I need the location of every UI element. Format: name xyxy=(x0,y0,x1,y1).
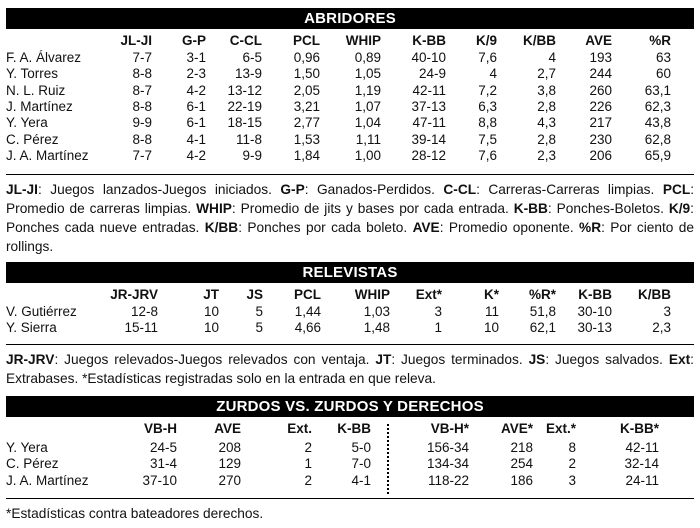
table-cell: 42-11 xyxy=(412,82,446,98)
table-cell: 6-1 xyxy=(186,98,206,114)
legend-abbr: AVE xyxy=(412,220,440,235)
column-header: JS xyxy=(246,287,263,302)
legend-abbr: C-CL xyxy=(443,182,477,197)
legend-text: : Promedio oponente. xyxy=(439,220,580,235)
table-cell: 24-9 xyxy=(418,66,446,82)
table-cell: 1,19 xyxy=(354,82,381,98)
table-row xyxy=(0,148,700,164)
table-cell: 7,6 xyxy=(478,147,497,163)
relevistas-title: RELEVISTAS xyxy=(6,262,694,283)
table-cell: 218 xyxy=(510,440,533,455)
table-cell: 13-9 xyxy=(234,66,262,82)
table-cell: 1,11 xyxy=(355,131,381,147)
table-cell: 5 xyxy=(255,304,263,319)
abridores-legend xyxy=(6,180,694,256)
table-cell: 7,5 xyxy=(478,131,497,147)
table-cell: 8-7 xyxy=(132,82,152,98)
table-cell: 8-8 xyxy=(132,131,152,147)
table-cell: 186 xyxy=(510,472,533,488)
table-cell: 8,8 xyxy=(478,115,497,131)
table-cell: 13-12 xyxy=(227,82,262,98)
table-cell: 62,8 xyxy=(644,131,671,147)
table-cell: 2,3 xyxy=(652,320,671,336)
table-cell: 1,53 xyxy=(293,131,320,147)
table-cell: 1,04 xyxy=(354,115,381,131)
column-header: AVE xyxy=(585,33,612,48)
legend-abbr: JT xyxy=(375,352,392,367)
legend-text: : Juegos lanzados-Juegos iniciados. xyxy=(37,182,281,197)
legend-text: : Juegos terminados. xyxy=(391,352,529,367)
table-cell: 226 xyxy=(589,98,612,114)
player-name: F. A. Álvarez xyxy=(6,50,82,65)
table-cell: 4-2 xyxy=(186,147,206,163)
table-cell: 7-7 xyxy=(132,50,152,65)
table-cell: 18-15 xyxy=(227,115,262,131)
zurdos-footnote: *Estadísticas contra bateadores derechos. xyxy=(6,506,264,521)
table-cell: 2 xyxy=(304,472,312,488)
player-name: Y. Yera xyxy=(6,440,48,455)
table-cell: 270 xyxy=(218,472,241,488)
table-cell: 2 xyxy=(568,456,576,472)
column-header: JR-JRV xyxy=(110,287,158,302)
table-cell: 3,8 xyxy=(537,82,556,98)
table-cell: 7,6 xyxy=(478,50,497,65)
table-cell: 4-2 xyxy=(186,82,206,98)
legend-abbr: K/BB xyxy=(204,220,239,235)
player-name: J. A. Martínez xyxy=(6,472,89,488)
zurdos-title: ZURDOS VS. ZURDOS Y DERECHOS xyxy=(6,396,694,417)
legend-text: : Ponches-Boletos. xyxy=(547,201,669,216)
table-cell: 118-22 xyxy=(427,472,469,488)
table-cell: 4,3 xyxy=(537,115,556,131)
legend-abbr: G-P xyxy=(280,182,305,197)
table-cell: 7-7 xyxy=(132,147,152,163)
table-cell: 62,1 xyxy=(529,320,556,336)
table-cell: 11 xyxy=(484,304,499,319)
legend-abbr: PCL xyxy=(662,182,691,197)
table-cell: 7,2 xyxy=(478,82,497,98)
table-row xyxy=(0,83,700,99)
relevistas-legend xyxy=(6,350,694,388)
table-cell: 6,3 xyxy=(478,98,497,114)
column-header: K-BB xyxy=(578,287,612,302)
table-cell: 7-0 xyxy=(351,456,371,472)
player-name: J. Martínez xyxy=(6,98,73,114)
divider xyxy=(6,344,694,345)
column-header: JL-JI xyxy=(120,33,152,48)
table-cell: 30-10 xyxy=(577,304,612,319)
player-name: J. A. Martínez xyxy=(6,147,89,163)
table-cell: 6-5 xyxy=(242,50,262,65)
table-cell: 129 xyxy=(218,456,241,472)
player-name: Y. Yera xyxy=(6,115,48,131)
player-name: V. Gutiérrez xyxy=(6,304,77,319)
table-cell: 31-4 xyxy=(149,456,177,472)
table-cell: 156-34 xyxy=(426,440,469,455)
table-cell: 1,84 xyxy=(293,147,320,163)
legend-text: : Ponches cada nueve entradas. xyxy=(6,201,694,235)
table-cell: 1,07 xyxy=(354,98,381,114)
table-row xyxy=(0,304,700,320)
abridores-title: ABRIDORES xyxy=(6,8,694,29)
column-header: K-BB* xyxy=(620,421,659,436)
legend-text: : Promedio de jits y bases por cada entrada. xyxy=(231,201,514,216)
table-row xyxy=(0,320,700,336)
table-cell: 37-10 xyxy=(142,472,177,488)
table-cell: 9-9 xyxy=(132,115,152,131)
table-cell: 206 xyxy=(589,147,612,163)
column-header: Ext.* xyxy=(545,421,576,436)
player-name: Y. Sierra xyxy=(6,320,57,336)
player-name: N. L. Ruiz xyxy=(6,82,66,98)
table-row xyxy=(0,115,700,131)
table-cell: 1 xyxy=(434,320,442,336)
table-cell: 217 xyxy=(589,115,612,131)
column-header: %R* xyxy=(528,287,556,302)
table-cell: 10 xyxy=(203,304,219,319)
column-header: Ext. xyxy=(287,421,312,436)
table-cell: 9-9 xyxy=(242,147,262,163)
table-cell: 1,50 xyxy=(293,66,320,82)
table-cell: 5-0 xyxy=(351,440,371,455)
table-cell: 1,00 xyxy=(354,147,381,163)
table-cell: 2,77 xyxy=(293,115,320,131)
player-name: C. Pérez xyxy=(6,456,59,472)
legend-text: : Ganados-Perdidos. xyxy=(304,182,444,197)
table-cell: 11-8 xyxy=(235,131,262,147)
table-cell: 24-5 xyxy=(149,440,177,455)
legend-text: : Promedio de carreras limpias. xyxy=(6,182,694,216)
legend-text: : Juegos relevados-Juegos relevados con ventaja. xyxy=(54,352,376,367)
table-cell: 8-8 xyxy=(132,98,152,114)
table-cell: 1,48 xyxy=(363,320,390,336)
column-header: JT xyxy=(203,287,219,302)
column-header: PCL xyxy=(293,33,320,48)
column-header: C-CL xyxy=(229,33,262,48)
column-header: %R xyxy=(649,33,671,48)
table-cell: 2-3 xyxy=(186,66,206,82)
legend-text: : Juegos salvados. xyxy=(545,352,669,367)
column-header: G-P xyxy=(181,33,206,48)
column-header: WHIP xyxy=(354,287,390,302)
player-name: Y. Torres xyxy=(6,66,59,82)
legend-text: : Carreras-Carreras limpias. xyxy=(476,182,663,197)
table-cell: 43,8 xyxy=(644,115,671,131)
table-cell: 22-19 xyxy=(227,98,262,114)
table-cell: 4 xyxy=(548,50,556,65)
table-cell: 3,21 xyxy=(293,98,320,114)
table-cell: 0,89 xyxy=(354,50,381,65)
table-row xyxy=(0,50,700,66)
table-cell: 4-1 xyxy=(186,131,206,147)
legend-abbr: Ext xyxy=(668,352,691,367)
table-cell: 63,1 xyxy=(644,82,671,98)
table-cell: 0,96 xyxy=(293,50,320,65)
table-cell: 24-11 xyxy=(625,472,659,488)
table-cell: 6-1 xyxy=(186,115,206,131)
legend-abbr: WHIP xyxy=(196,201,232,216)
table-cell: 8-8 xyxy=(132,66,152,82)
column-header: VB-H* xyxy=(430,421,469,436)
table-cell: 4 xyxy=(489,66,497,82)
legend-abbr: JR-JRV xyxy=(6,352,55,367)
table-cell: 10 xyxy=(483,320,499,336)
legend-abbr: K-BB xyxy=(513,201,548,216)
table-cell: 4-1 xyxy=(351,472,371,488)
column-header: K/BB xyxy=(523,33,556,48)
table-cell: 2,8 xyxy=(537,98,556,114)
table-cell: 12-8 xyxy=(130,304,158,319)
table-row xyxy=(0,99,700,115)
table-cell: 63 xyxy=(655,50,671,65)
column-header: K-BB xyxy=(337,421,371,436)
table-cell: 1 xyxy=(304,456,312,472)
table-cell: 4,66 xyxy=(294,320,321,336)
legend-abbr: JL-JI xyxy=(6,182,38,197)
column-header: K/BB xyxy=(638,287,671,302)
table-row xyxy=(0,440,700,456)
table-cell: 8 xyxy=(568,440,576,455)
table-cell: 5 xyxy=(255,320,263,336)
table-cell: 62,3 xyxy=(644,98,671,114)
table-cell: 2 xyxy=(304,440,312,455)
legend-abbr: %R xyxy=(579,220,602,235)
table-cell: 3 xyxy=(434,304,442,319)
table-cell: 60 xyxy=(655,66,671,82)
column-header: K-BB xyxy=(412,33,446,48)
column-header: AVE* xyxy=(500,421,533,436)
column-header: WHIP xyxy=(345,33,381,48)
player-name: C. Pérez xyxy=(6,131,59,147)
table-cell: 260 xyxy=(589,82,612,98)
column-header: K* xyxy=(483,287,499,302)
table-row xyxy=(0,66,700,82)
table-cell: 2,3 xyxy=(537,147,556,163)
table-row xyxy=(0,132,700,148)
table-cell: 244 xyxy=(589,66,612,82)
table-cell: 40-10 xyxy=(411,50,446,65)
table-cell: 2,8 xyxy=(537,131,556,147)
table-cell: 10 xyxy=(203,320,219,336)
table-cell: 230 xyxy=(589,131,612,147)
table-cell: 2,05 xyxy=(293,82,320,98)
column-header: AVE xyxy=(214,421,241,436)
table-cell: 47-11 xyxy=(412,115,446,131)
table-cell: 208 xyxy=(218,440,241,455)
table-cell: 3 xyxy=(663,304,671,319)
legend-abbr: K/9 xyxy=(668,201,691,216)
table-cell: 39-14 xyxy=(411,131,446,147)
table-cell: 193 xyxy=(589,50,612,65)
column-header: K/9 xyxy=(475,33,497,48)
column-header: Ext* xyxy=(415,287,442,302)
column-header: VB-H xyxy=(144,421,177,436)
table-row xyxy=(0,473,700,489)
table-cell: 37-13 xyxy=(411,98,446,114)
legend-abbr: JS xyxy=(528,352,546,367)
divider xyxy=(6,174,694,175)
table-cell: 65,9 xyxy=(644,147,671,163)
legend-text: : Extrabases. *Estadísticas registradas solo en la entrada en que releva. xyxy=(6,352,694,386)
column-header: PCL xyxy=(294,287,321,302)
legend-text: : Por ciento de rollings. xyxy=(6,220,694,254)
table-cell: 254 xyxy=(510,456,533,472)
legend-text: : Ponches por cada boleto. xyxy=(238,220,413,235)
table-cell: 3 xyxy=(568,472,576,488)
table-cell: 51,8 xyxy=(529,304,556,319)
table-cell: 32-14 xyxy=(624,456,659,472)
table-cell: 1,44 xyxy=(294,304,321,319)
table-cell: 2,7 xyxy=(537,66,556,82)
table-cell: 28-12 xyxy=(411,147,446,163)
table-cell: 30-13 xyxy=(577,320,612,336)
table-cell: 15-11 xyxy=(124,320,158,336)
table-cell: 1,03 xyxy=(363,304,390,319)
table-cell: 42-11 xyxy=(625,440,659,455)
table-cell: 1,05 xyxy=(354,66,381,82)
table-row xyxy=(0,456,700,472)
table-cell: 3-1 xyxy=(186,50,206,65)
table-cell: 134-34 xyxy=(426,456,469,472)
divider xyxy=(6,498,694,499)
